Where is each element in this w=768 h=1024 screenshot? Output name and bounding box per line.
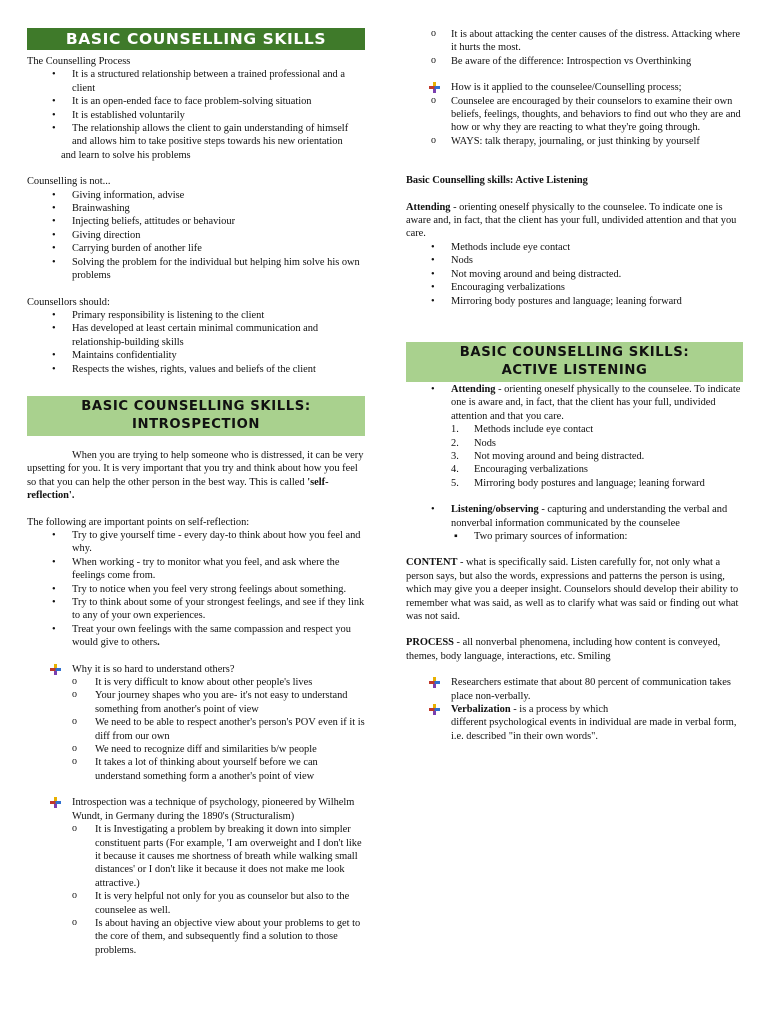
item-text: Methods include eye contact xyxy=(474,424,594,436)
process-heading: The Counselling Process xyxy=(27,56,131,67)
active-listening-heading xyxy=(406,174,743,187)
list-item: • Carrying burden of another life xyxy=(27,242,365,255)
active-listening-banner-line2: ACTIVE LISTENING xyxy=(501,362,648,378)
right-column xyxy=(406,0,743,743)
last-point-text: Treat your own feelings with the same compassion and respect you would give to others xyxy=(72,623,351,649)
process-paragraph xyxy=(406,636,743,663)
introspection-list xyxy=(27,796,365,823)
verbalization-text: - is a process by which xyxy=(510,704,609,716)
list-item: • When working - try to monitor what you feel, and ask where the feelings come from. xyxy=(27,556,365,583)
process-label: PROCESS xyxy=(406,637,454,649)
content-paragraph xyxy=(406,556,743,623)
verbalization-label: Verbalization xyxy=(451,704,511,716)
listening-list xyxy=(406,503,743,530)
why-list xyxy=(27,663,365,676)
list-item: • Giving direction xyxy=(27,229,365,242)
attending2-list xyxy=(406,383,743,423)
not-heading: Counselling is not... xyxy=(27,176,111,188)
list-item: • Giving information, advise xyxy=(27,189,365,202)
list-item: • Not moving around and being distracted. xyxy=(406,268,743,281)
list-item: • Nods xyxy=(406,254,743,267)
intro-text: When you are trying to help someone who is distressed, it can be very upsetting for you. It is very important that you try and think about how you feel so that you can help the other person in the best way. This is called xyxy=(27,449,364,488)
item-number: 3. xyxy=(451,450,459,462)
left-column xyxy=(27,0,365,957)
list-item: o It is very helpful not only for you as counselor but also to the counselee as well. xyxy=(27,890,365,917)
list-item: • Try to notice when you feel very strong feelings about something. xyxy=(27,583,365,596)
verbalization-continuation: different psychological events in individual are made in verbal form, i.e. described "in their own words". xyxy=(451,717,737,742)
should-list xyxy=(27,309,365,376)
list-item xyxy=(406,450,743,463)
list-item: o Counselee are encouraged by their counselors to examine their own beliefs, feelings, thoughts, and behaviors to find out who they are and how or why they are reacting to what they're going through. xyxy=(406,95,743,135)
not-list xyxy=(27,189,365,283)
sources-list xyxy=(406,530,743,543)
applied-text: How is it applied to the counselee/Counselling process; xyxy=(451,82,682,94)
list-item: • It is a structured relationship between a trained professional and a client xyxy=(27,68,365,95)
item-number: 1. xyxy=(451,424,459,436)
listening-text: - capturing and understanding the verbal and nonverbal information communicated by the counselee xyxy=(451,504,728,529)
list-item xyxy=(406,81,743,94)
list-item: • Mirroring body postures and language; leaning forward xyxy=(406,295,743,308)
content-label: CONTENT xyxy=(406,557,458,569)
top-sublist xyxy=(406,28,743,68)
list-item xyxy=(406,477,743,490)
active-listening-banner-line1: BASIC COUNSELLING SKILLS: xyxy=(459,344,690,360)
list-item: ▪ Two primary sources of information: xyxy=(406,530,743,543)
list-item xyxy=(27,663,365,676)
list-item xyxy=(406,437,743,450)
content-text: - what is specifically said. Listen carefully for, not only what a person says, but also the words, expressions and patterns the person is using, which may give you a deeper insight. Counselors should develop their ability to remember what was said, as well as to clarify what was said or finding out what was not said. xyxy=(406,557,739,622)
cross-bullet-icon xyxy=(429,677,440,688)
list-item: o WAYS: talk therapy, journaling, or just thinking by yourself xyxy=(406,135,743,148)
list-item: o It is very difficult to know about other people's lives xyxy=(27,676,365,689)
list-item: o It is about attacking the center causes of the distress. Attacking where it hurts the most. xyxy=(406,28,743,55)
communication-list xyxy=(406,676,743,716)
attending-text: - orienting oneself physically to the counselee. To indicate one is aware and, in fact, that the client has your full, undivided attention and that you care. xyxy=(406,201,737,240)
list-item: o We need to be able to respect another's person's POV even if it is diff from our own xyxy=(27,716,365,743)
list-item xyxy=(406,703,743,716)
attending2-label: Attending xyxy=(451,383,496,395)
list-item: o We need to recognize diff and similarities b/w people xyxy=(27,743,365,756)
last-point-period: . xyxy=(157,637,160,649)
applied-sublist xyxy=(406,95,743,149)
should-heading: Counsellors should: xyxy=(27,296,110,308)
list-item: • Brainwashing xyxy=(27,202,365,215)
cross-bullet-icon xyxy=(50,664,61,675)
applied-list xyxy=(406,81,743,94)
list-item: o Be aware of the difference: Introspection vs Overthinking xyxy=(406,55,743,68)
main-title: BASIC COUNSELLING SKILLS xyxy=(65,30,327,48)
item-text: Mirroring body postures and language; leaning forward xyxy=(474,477,705,489)
list-item: • Primary responsibility is listening to the client xyxy=(27,309,365,322)
process-text: - all nonverbal phenomena, including how content is conveyed, themes, body language, interactions, etc. Smiling xyxy=(406,637,721,662)
list-item: o It is Investigating a problem by breaking it down into simpler constituent parts (For example, 'I am overweight and I don't like it because it causes me shortness of breath while walking small distances' or I don't like it because it does not make me look attractive.) xyxy=(27,823,365,890)
item-text: Nods xyxy=(474,437,496,449)
introspection-text: Introspection was a technique of psychology, pioneered by Wilhelm Wundt, in Germany during the 1890's (Structuralism) xyxy=(72,797,355,822)
points-list xyxy=(27,529,365,650)
list-item: • It is established voluntarily xyxy=(27,109,365,122)
points-heading: The following are important points on self-reflection: xyxy=(27,516,250,528)
list-item xyxy=(406,503,743,530)
listening-label: Listening/observing xyxy=(451,504,539,516)
list-item: • Methods include eye contact xyxy=(406,241,743,254)
attending-label: Attending xyxy=(406,201,451,213)
introspection-banner xyxy=(27,396,365,436)
item-number: 5. xyxy=(451,477,459,489)
item-text: Encouraging verbalizations xyxy=(474,464,588,476)
list-item: • Try to think about some of your strongest feelings, and see if they link to any of your own experiences. xyxy=(27,596,365,623)
why-sublist xyxy=(27,676,365,783)
introspection-banner-line1: BASIC COUNSELLING SKILLS: xyxy=(81,398,311,414)
cross-bullet-icon xyxy=(429,82,440,93)
introspection-sublist xyxy=(27,823,365,957)
main-title-banner xyxy=(27,28,365,50)
researchers-text: Researchers estimate that about 80 percent of communication takes place non-verbally. xyxy=(451,677,731,702)
list-item xyxy=(27,623,365,650)
active-listening-heading-text: Basic Counselling skills: Active Listening xyxy=(406,175,588,187)
cross-bullet-icon xyxy=(429,704,440,715)
process-continuation: and learn to solve his problems xyxy=(61,149,191,161)
item-number: 2. xyxy=(451,437,459,449)
list-item: • Solving the problem for the individual but helping him solve his own problems xyxy=(27,256,365,283)
introspection-banner-line2: INTROSPECTION xyxy=(131,416,261,432)
list-item xyxy=(406,383,743,423)
list-item: • It is an open-ended face to face problem-solving situation xyxy=(27,95,365,108)
intro-bold-term: 'self-reflection'. xyxy=(27,476,329,502)
list-item: o Your journey shapes who you are- it's not easy to understand something from another's point of view xyxy=(27,689,365,716)
list-item xyxy=(406,676,743,703)
attending-paragraph xyxy=(406,201,743,241)
process-list xyxy=(27,68,365,148)
list-item: • Try to give yourself time - every day-to think about how you feel and why. xyxy=(27,529,365,556)
list-item xyxy=(406,423,743,436)
list-item: o Is about having an objective view about your problems to get to the core of them, and subsequently find a solution to those problems. xyxy=(27,917,365,957)
attending2-text: - orienting oneself physically to the counselee. To indicate one is aware and, in fact, that the client has your full, undivided attention and that you care. xyxy=(451,383,741,422)
list-item: • Respects the wishes, rights, values and beliefs of the client xyxy=(27,363,365,376)
list-item: • Maintains confidentiality xyxy=(27,349,365,362)
attending-list xyxy=(406,241,743,308)
list-item: • The relationship allows the client to gain understanding of himself and allows him to take positive steps towards his new orientation xyxy=(27,122,365,149)
introspection-paragraph xyxy=(27,449,365,503)
list-item xyxy=(406,463,743,476)
item-text: Not moving around and being distracted. xyxy=(474,450,645,462)
cross-bullet-icon xyxy=(50,797,61,808)
list-item: • Injecting beliefs, attitudes or behaviour xyxy=(27,215,365,228)
item-number: 4. xyxy=(451,464,459,476)
attending2-numbered-list xyxy=(406,423,743,490)
list-item: o It takes a lot of thinking about yourself before we can understand something form a another's point of view xyxy=(27,756,365,783)
list-item: • Encouraging verbalizations xyxy=(406,281,743,294)
list-item: • Has developed at least certain minimal communication and relationship-building skills xyxy=(27,322,365,349)
why-text: Why it is so hard to understand others? xyxy=(72,663,235,675)
active-listening-banner xyxy=(406,342,743,382)
list-item xyxy=(27,796,365,823)
